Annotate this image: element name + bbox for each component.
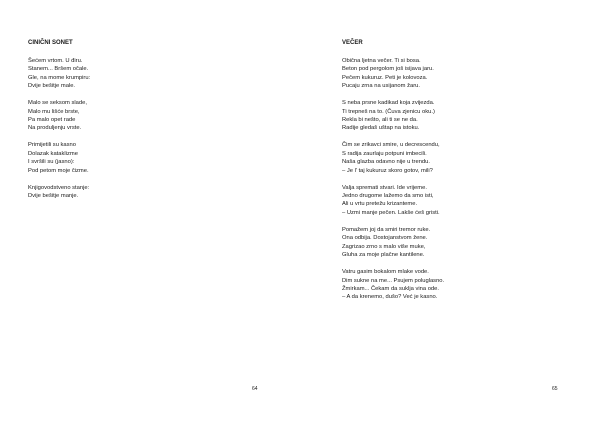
verse-line: Naša glazba odavno nije u trendu. — [342, 159, 430, 166]
verse-line: S neba prsne kadikad koja zvijezda. — [342, 100, 435, 107]
verse-line: Čim se zrikavci smire, u decrescendu, — [342, 142, 440, 149]
verse-line: Dvije bešitje male. — [28, 83, 76, 90]
poem-title: VEČER — [342, 40, 363, 46]
verse-line: Dolazak kataklizme — [28, 150, 78, 157]
poem-cinicni-sonet — [28, 40, 278, 209]
verse-line: Gle, na mome krumpiru: — [28, 74, 91, 81]
verse-line: Ali u vrtu pretežu krizanteme. — [342, 201, 418, 208]
stanza — [342, 268, 582, 302]
verse-line: Radije gledaš uštap na istoku. — [342, 125, 420, 132]
verse-line: Malo se seksom slade, — [28, 100, 87, 107]
verse-line: Na produljenju vrste. — [28, 125, 82, 132]
verse-line: Dim sukne na me... Psujem poluglasno. — [342, 277, 445, 284]
verse-line: Dvije bešitje manje. — [28, 193, 79, 200]
verse-line: – A da krenemo, dušo? Već je kasno. — [342, 294, 438, 301]
verse-line: Pa malo opet rade — [28, 117, 76, 124]
verse-line: Pečem kukuruz. Peti je kolovoza. — [342, 74, 428, 81]
verse-line: Primijetili su kasno — [28, 142, 76, 149]
verse-line: – Uzmi manje pečen. Lakše ćeš gristi. — [342, 209, 440, 216]
verse-line: – Je l' taj kukuruz skoro gotov, mili? — [342, 167, 433, 174]
verse-line: Gluha za moje plačne kantilene. — [342, 252, 425, 259]
verse-line: S radija zaurlaju potpuni imbecili. — [342, 150, 427, 157]
page-number: 64 — [252, 386, 258, 392]
verse-line: Zagrizao zrno s malo više muke, — [342, 243, 426, 250]
verse-line: Stanem... Bršem očale. — [28, 66, 89, 73]
stanza — [28, 57, 278, 91]
verse-line: Malo mu lišće brste, — [28, 108, 80, 115]
stanza — [342, 226, 582, 260]
verse-line: Ona odbija. Dostojanstvom žene. — [342, 235, 428, 242]
verse-line: Obična ljetna večer. Ti si bosa. — [342, 58, 421, 64]
stanza — [28, 99, 278, 133]
stanza — [342, 99, 582, 133]
verse-line: Pod petom moje čizme. — [28, 167, 89, 174]
page-number: 65 — [552, 386, 558, 392]
right-page — [300, 0, 600, 423]
verse-line: Pucaju zrna na usijanom žaru. — [342, 83, 420, 90]
verse-line: Šećem vrtom. U điru. — [28, 58, 83, 64]
verse-line: Beton pod pergolom još isijava jaru. — [342, 66, 434, 73]
verse-line: I svršili su (jasno): — [28, 159, 75, 166]
stanza — [342, 184, 582, 218]
poem-vecer — [342, 40, 582, 310]
stanza — [342, 141, 582, 175]
verse-line: Ti trepneš na to. (Čuva zjenicu oku.) — [342, 108, 435, 115]
verse-line: Pomažem joj da smiri tremor ruke. — [342, 226, 431, 233]
stanza — [342, 57, 582, 91]
verse-line: Valja spremati stvari. Ide vrijeme. — [342, 184, 427, 191]
verse-line: Vatru gasim bokalom mlake vode. — [342, 269, 429, 276]
stanza — [28, 184, 278, 201]
verse-line: Jedno drugome lažemo da smo isti, — [342, 193, 434, 200]
poem-title: CINIČNI SONET — [28, 40, 73, 46]
verse-line: Rekla bi nešto, ali ti se ne da. — [342, 117, 418, 124]
verse-line: Žmirkam... Čekam da suklja vina ode. — [342, 285, 439, 292]
verse-line: Knjigovodstveno stanje: — [28, 184, 90, 191]
stanza — [28, 141, 278, 175]
